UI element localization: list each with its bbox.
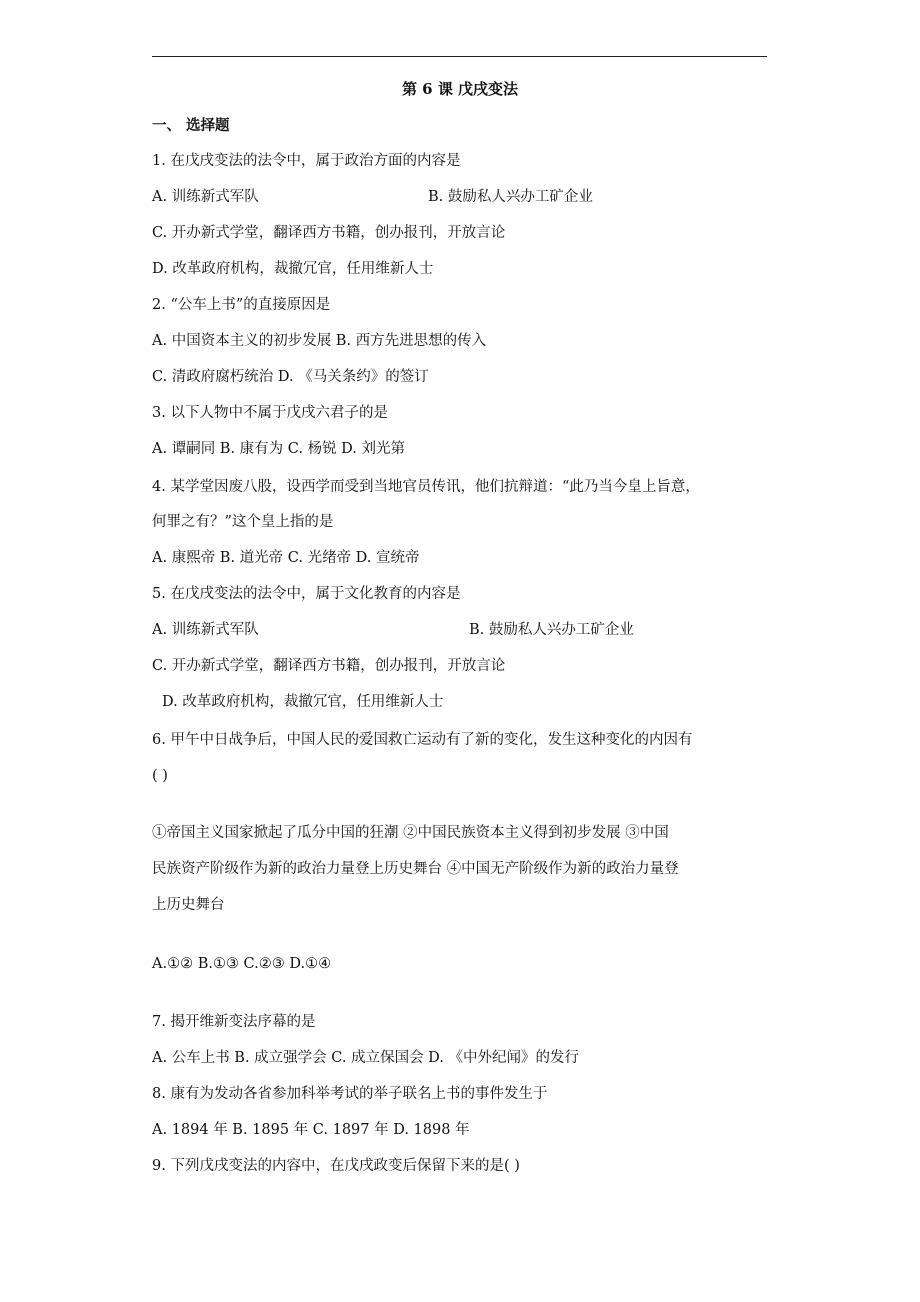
question-3: 3. 以下人物中不属于戊戌六君子的是 [152,405,388,421]
q6-stem-line-3: 上历史舞台 [152,897,225,913]
q5-option-c: C. 开办新式学堂，翻译西方书籍，创办报刊，开放言论 [152,658,506,674]
q1-option-c: C. 开办新式学堂，翻译西方书籍，创办报刊，开放言论 [152,225,506,241]
question-5: 5. 在戊戌变法的法令中，属于文化教育的内容是 [152,586,461,602]
q6-stem-line-2: 民族资产阶级作为新的政治力量登上历史舞台 ④中国无产阶级作为新的政治力量登 [152,861,679,877]
question-2: 2. “公车上书”的直接原因是 [152,297,331,313]
section-heading: 一、 选择题 [152,117,230,134]
header-rule [152,56,767,57]
question-7: 7. 揭开维新变法序幕的是 [152,1014,316,1030]
question-1: 1. 在戊戌变法的法令中，属于政治方面的内容是 [152,153,461,169]
question-8: 8. 康有为发动各省参加科举考试的举子联名上书的事件发生于 [152,1086,548,1102]
question-4-line-1: 4. 某学堂因废八股，设西学而受到当地官员传讯，他们抗辩道：“此乃当今皇上旨意， [152,479,700,495]
q6-stem-line-1: ①帝国主义国家掀起了瓜分中国的狂潮 ②中国民族资本主义得到初步发展 ③中国 [152,825,669,841]
q1-option-b: B. 鼓励私人兴办工矿企业 [428,189,593,205]
q8-options: A. 1894 年 B. 1895 年 C. 1897 年 D. 1898 年 [152,1122,470,1138]
question-4-line-2: 何罪之有？”这个皇上指的是 [152,514,334,530]
q2-options-cd: C. 清政府腐朽统治 D. 《马关条约》的签订 [152,369,429,385]
question-6-bracket: ( ) [152,768,168,784]
q4-options: A. 康熙帝 B. 道光帝 C. 光绪帝 D. 宣统帝 [152,550,420,566]
q5-option-b: B. 鼓励私人兴办工矿企业 [469,622,634,638]
q6-options: A.①② B.①③ C.②③ D.①④ [152,956,332,972]
q1-option-a: A. 训练新式军队 [152,189,259,205]
q3-options: A. 谭嗣同 B. 康有为 C. 杨锐 D. 刘光第 [152,441,406,457]
q5-option-d: D. 改革政府机构，裁撤冗官，任用维新人士 [162,694,444,710]
q5-option-a: A. 训练新式军队 [152,622,259,638]
q1-option-d: D. 改革政府机构，裁撤冗官，任用维新人士 [152,261,434,277]
page-title: 第 6 课 戊戌变法 [401,80,519,98]
question-9: 9. 下列戊戌变法的内容中，在戊戌政变后保留下来的是( ) [152,1158,520,1174]
q7-options: A. 公车上书 B. 成立强学会 C. 成立保国会 D. 《中外纪闻》的发行 [152,1050,580,1066]
q2-options-ab: A. 中国资本主义的初步发展 B. 西方先进思想的传入 [152,333,487,349]
question-6-line-1: 6. 甲午中日战争后，中国人民的爱国救亡运动有了新的变化，发生这种变化的内因有 [152,732,693,748]
